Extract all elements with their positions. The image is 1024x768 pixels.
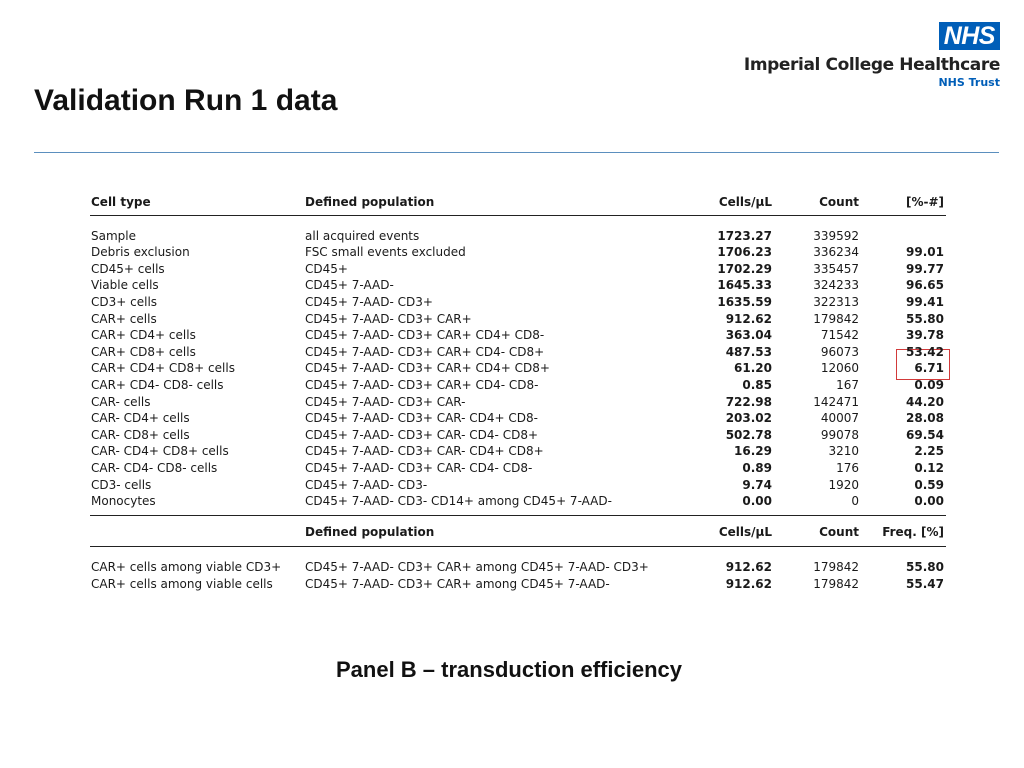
percent: 53.42	[906, 344, 944, 359]
cell-type: Viable cells	[91, 278, 159, 293]
percent: 55.80	[906, 311, 944, 326]
defined-population: CD45+ 7-AAD- CD3+ CAR- CD4- CD8-	[305, 460, 533, 475]
percent: 2.25	[914, 444, 944, 459]
cells-per-ul: 722.98	[725, 394, 772, 409]
defined-population: CD45+ 7-AAD- CD3- CD14+ among CD45+ 7-AAD-	[305, 494, 612, 509]
table-row	[90, 261, 946, 278]
header-cells-per-ul: Cells/µL	[718, 524, 772, 539]
cells-per-ul: 1635.59	[717, 294, 772, 309]
percent: 0.59	[914, 477, 944, 492]
count: 71542	[820, 328, 859, 343]
percent: 44.20	[906, 394, 944, 409]
table-row	[90, 277, 946, 294]
table-row	[90, 377, 946, 394]
defined-population: all acquired events	[305, 228, 420, 243]
table2-header-row	[90, 524, 946, 541]
cells-per-ul: 0.85	[742, 377, 772, 392]
org-name: Imperial College Healthcare	[743, 55, 1000, 75]
count: 324233	[813, 278, 859, 293]
count: 40007	[820, 411, 859, 426]
header-count: Count	[819, 195, 859, 209]
defined-population: FSC small events excluded	[305, 245, 466, 260]
count: 176	[836, 460, 859, 475]
spacer	[90, 216, 946, 228]
cell-type: CAR+ CD4- CD8- cells	[91, 377, 224, 392]
spacer	[90, 547, 946, 559]
cells-per-ul: 203.02	[725, 411, 772, 426]
cell-type: CAR- CD4- CD8- cells	[91, 460, 218, 475]
cells-per-ul: 61.20	[734, 361, 772, 376]
percent: 0.09	[914, 377, 944, 392]
cells-per-ul: 1706.23	[717, 245, 772, 260]
cell-type: CAR+ CD4+ CD8+ cells	[91, 361, 235, 376]
percent: 99.41	[906, 294, 944, 309]
cell-type: CAR+ cells among viable cells	[91, 576, 273, 591]
percent: 99.77	[906, 261, 944, 276]
cells-per-ul: 502.78	[725, 427, 772, 442]
table-row	[90, 344, 946, 361]
count: 179842	[813, 576, 859, 591]
defined-population: CD45+ 7-AAD- CD3+ CAR+ among CD45+ 7-AAD- CD3+	[305, 560, 649, 575]
table1-body	[90, 228, 946, 510]
defined-population: CD45+ 7-AAD- CD3+ CAR-	[305, 394, 466, 409]
percent: 55.80	[906, 560, 944, 575]
header-count: Count	[819, 524, 859, 539]
percent: 28.08	[906, 411, 944, 426]
percent: 69.54	[906, 427, 944, 442]
count: 0	[851, 494, 859, 509]
count: 179842	[813, 311, 859, 326]
table-row	[90, 443, 946, 460]
table-row	[90, 327, 946, 344]
defined-population: CD45+ 7-AAD- CD3+ CAR+ CD4+ CD8-	[305, 328, 545, 343]
header-cell-type: Cell type	[91, 195, 151, 209]
cell-type: CD3+ cells	[91, 294, 158, 309]
cells-per-ul: 0.00	[742, 494, 772, 509]
cell-type: CAR+ cells among viable CD3+	[91, 560, 282, 575]
cell-type: CD45+ cells	[91, 261, 165, 276]
table2-body	[90, 559, 946, 592]
table-row	[90, 559, 946, 576]
percent: 55.47	[906, 576, 944, 591]
table1-header-row	[90, 194, 946, 211]
table-row	[90, 394, 946, 411]
cells-per-ul: 9.74	[742, 477, 772, 492]
percent: 99.01	[906, 245, 944, 260]
cells-per-ul: 912.62	[725, 576, 772, 591]
table-row	[90, 410, 946, 427]
cells-per-ul: 16.29	[734, 444, 772, 459]
cell-type: CAR- CD4+ cells	[91, 411, 190, 426]
cells-per-ul: 0.89	[742, 460, 772, 475]
table-row	[90, 228, 946, 245]
defined-population: CD45+ 7-AAD- CD3+ CAR+	[305, 311, 472, 326]
table-row	[90, 493, 946, 510]
cells-per-ul: 1702.29	[717, 261, 772, 276]
nhs-badge: NHS	[939, 22, 1000, 50]
count: 167	[836, 377, 859, 392]
percent: 39.78	[906, 328, 944, 343]
cell-type: CAR+ CD4+ cells	[91, 328, 196, 343]
percent: 6.71	[914, 361, 944, 376]
percent: 0.00	[914, 494, 944, 509]
count: 179842	[813, 560, 859, 575]
cell-type: CAR- cells	[91, 394, 151, 409]
cells-per-ul: 912.62	[725, 311, 772, 326]
table-row	[90, 360, 946, 377]
panel-caption: Panel B – transduction efficiency	[336, 657, 682, 682]
defined-population: CD45+ 7-AAD- CD3+ CAR- CD4+ CD8-	[305, 411, 539, 426]
defined-population: CD45+	[305, 261, 348, 276]
defined-population: CD45+ 7-AAD- CD3-	[305, 477, 428, 492]
header-cells-per-ul: Cells/µL	[718, 195, 772, 209]
count: 142471	[813, 394, 859, 409]
count: 335457	[813, 261, 859, 276]
defined-population: CD45+ 7-AAD- CD3+ CAR- CD4+ CD8+	[305, 444, 544, 459]
count: 339592	[813, 228, 859, 243]
defined-population: CD45+ 7-AAD- CD3+ CAR- CD4- CD8+	[305, 427, 539, 442]
cell-type: CAR- CD8+ cells	[91, 427, 190, 442]
slide-title: Validation Run 1 data	[34, 84, 338, 117]
cell-type: CAR- CD4+ CD8+ cells	[91, 444, 229, 459]
count: 3210	[828, 444, 859, 459]
header-frequency: Freq. [%]	[882, 524, 944, 539]
cell-type: Debris exclusion	[91, 245, 190, 260]
count: 99078	[820, 427, 859, 442]
header-defined-population: Defined population	[305, 195, 435, 209]
header-percent: [%-#]	[905, 195, 944, 209]
table-row	[90, 576, 946, 593]
cell-type: CAR+ cells	[91, 311, 157, 326]
table-rule	[90, 515, 946, 516]
defined-population: CD45+ 7-AAD- CD3+ CAR+ among CD45+ 7-AAD-	[305, 576, 610, 591]
count: 336234	[813, 245, 859, 260]
defined-population: CD45+ 7-AAD-	[305, 278, 394, 293]
nhs-logo	[730, 22, 1000, 89]
cell-type: Sample	[91, 228, 136, 243]
cells-per-ul: 487.53	[725, 344, 772, 359]
percent: 0.12	[914, 460, 944, 475]
results-table	[90, 194, 946, 592]
table-row	[90, 294, 946, 311]
defined-population: CD45+ 7-AAD- CD3+ CAR+ CD4- CD8-	[305, 377, 539, 392]
cells-per-ul: 912.62	[725, 560, 772, 575]
table-row	[90, 477, 946, 494]
table-row	[90, 460, 946, 477]
count: 322313	[813, 294, 859, 309]
title-divider	[34, 152, 999, 153]
cells-per-ul: 1723.27	[717, 228, 772, 243]
count: 12060	[820, 361, 859, 376]
defined-population: CD45+ 7-AAD- CD3+ CAR+ CD4- CD8+	[305, 344, 545, 359]
cells-per-ul: 1645.33	[717, 278, 772, 293]
percent: 96.65	[906, 278, 944, 293]
org-subtitle: NHS Trust	[938, 76, 1000, 89]
cell-type: Monocytes	[91, 494, 156, 509]
count: 96073	[820, 344, 859, 359]
cell-type: CD3- cells	[91, 477, 152, 492]
table-row	[90, 244, 946, 261]
table-row	[90, 427, 946, 444]
header-defined-population: Defined population	[305, 524, 435, 539]
count: 1920	[828, 477, 859, 492]
defined-population: CD45+ 7-AAD- CD3+	[305, 294, 433, 309]
cell-type: CAR+ CD8+ cells	[91, 344, 196, 359]
cells-per-ul: 363.04	[725, 328, 772, 343]
defined-population: CD45+ 7-AAD- CD3+ CAR+ CD4+ CD8+	[305, 361, 550, 376]
table-row	[90, 311, 946, 328]
